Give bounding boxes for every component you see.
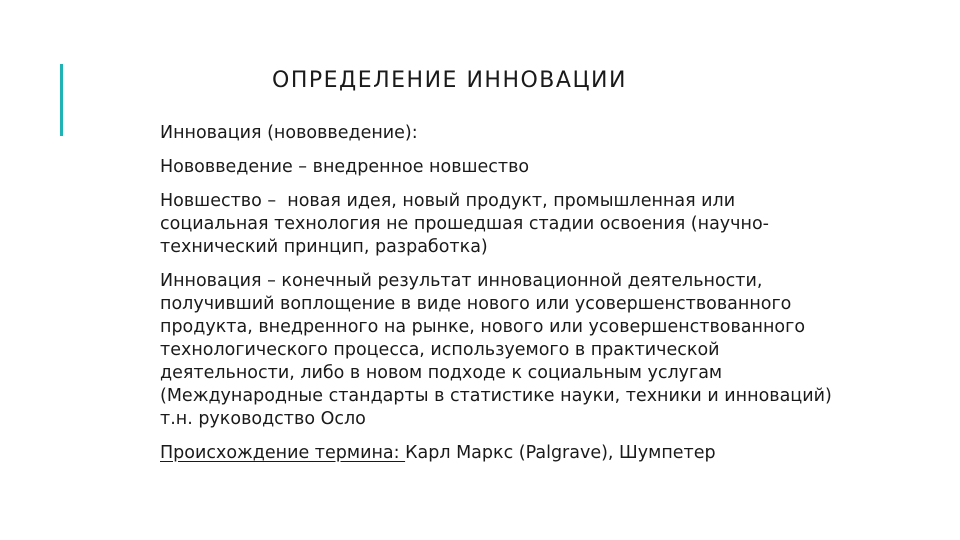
origin-line bbox=[160, 442, 840, 465]
definition-text: конечный результат инновационной деятельности, получивший воплощение в виде нового или усовершенствованного продукта, внедренного на рынке, нового или усовершенствованного технологического процесса, используемого в практической деятельности, либо в новом подходе к социальным услугам (Международные стандарты в статистике науки, техники и инноваций) т.н. руководство Осло bbox=[160, 271, 832, 429]
definition-item-novshestvo bbox=[160, 190, 840, 259]
definition-term: Инновация bbox=[160, 271, 262, 291]
definition-term: Новшество bbox=[160, 191, 262, 211]
definition-separator: – bbox=[261, 271, 282, 291]
slide-content bbox=[160, 122, 840, 476]
definition-separator: – bbox=[292, 157, 313, 177]
intro-line: Инновация (нововведение): bbox=[160, 123, 418, 143]
origin-text: Карл Маркс (Palgrave), Шумпетер bbox=[405, 443, 716, 463]
definition-text: внедренное новшество bbox=[312, 157, 530, 177]
origin-label: Происхождение термина: bbox=[160, 443, 406, 463]
definition-term: Нововведение bbox=[160, 157, 293, 177]
definition-item-novovvedenie bbox=[160, 156, 840, 179]
page-title: ОПРЕДЕЛЕНИЕ ИННОВАЦИИ bbox=[272, 68, 627, 93]
definition-text: новая идея, новый продукт, промышленная или социальная технология не прошедшая стадии освоения (научно-технический принцип, разработка) bbox=[160, 191, 769, 257]
definition-item-innovatsiya bbox=[160, 270, 840, 431]
definition-separator: – bbox=[261, 191, 288, 211]
accent-bar bbox=[60, 64, 63, 136]
